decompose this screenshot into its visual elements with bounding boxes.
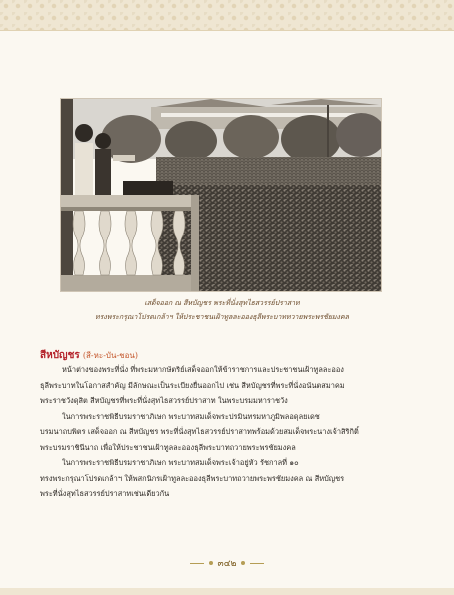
body-line: ในการพระราชพิธีบรมราชาภิเษก พระบาทสมเด็จพระเจ้าอยู่หัว รัชกาลที่ ๑๐: [62, 458, 299, 467]
body-line: พระราชวังดุสิต สีหบัญชรที่พระที่นั่งสุทไธสวรรย์ปราสาท ในพระบรมมหาราชวัง: [40, 396, 288, 405]
body-line: พระที่นั่งสุทไธสวรรย์ปราสาทเช่นเดียวกัน: [40, 489, 170, 498]
body-line: บรมนาถบพิตร เสด็จออก ณ สีหบัญชร พระที่นั่งสุทไธสวรรย์ปราสาทพร้อมด้วยสมเด็จพระนางเจ้าสิริกิติ์: [40, 427, 359, 436]
section-heading: [40, 348, 420, 363]
heading-term: สีหบัญชร: [40, 350, 80, 361]
body-line: หน้าต่างของพระที่นั่ง ที่พระมหากษัตริย์เสด็จออกให้ข้าราชการและประชาชนเฝ้าทูลละออง: [62, 365, 344, 374]
body-line: พระบรมราชินีนาถ เพื่อให้ประชาชนเฝ้าทูลละอองธุลีพระบาทถวายพระพรชัยมงคล: [40, 442, 296, 452]
caption-line-1: เสด็จออก ณ สีหบัญชร พระที่นั่งสุทไธสวรรย์ปราสาท: [144, 299, 300, 307]
heading-pronunciation: (สี-หะ-บัน-ชอน): [82, 351, 138, 360]
decorative-header-band: [0, 0, 454, 31]
body-line: ทรงพระกรุณาโปรดเกล้าฯ ให้พสกนิกรเฝ้าทูลละอองธุลีพระบาทถวายพระพรชัยมงคล ณ สีหบัญชร: [40, 473, 345, 483]
caption-line-2: ทรงพระกรุณาโปรดเกล้าฯ ให้ประชาชนเฝ้าทูลละอองธุลีพระบาททวายพระพรชัยมงคล: [95, 313, 349, 321]
ornament-rule-right: [250, 563, 264, 564]
ornament-dot-right: [241, 561, 245, 565]
page-number-ornament: [0, 555, 454, 571]
historic-photo: [60, 98, 382, 292]
decorative-footer-band: [0, 588, 454, 595]
body-line: ในการพระราชพิธีบรมราชาภิเษก พระบาทสมเด็จพระปรมินทรมหาภูมิพลอดุลยเดช: [62, 411, 320, 421]
page-number: ๓๔๒: [217, 559, 237, 569]
ornament-rule-left: [190, 563, 204, 564]
body-line: ธุลีพระบาทในโอกาสสำคัญ มีลักษณะเป็นระเบียงยื่นออกไป เช่น สีหบัญชรที่พระที่นั่งอนันตสมาคม: [40, 380, 345, 390]
photo-caption: [40, 296, 404, 324]
body-text: [40, 362, 414, 502]
ornament-dot-left: [209, 561, 213, 565]
